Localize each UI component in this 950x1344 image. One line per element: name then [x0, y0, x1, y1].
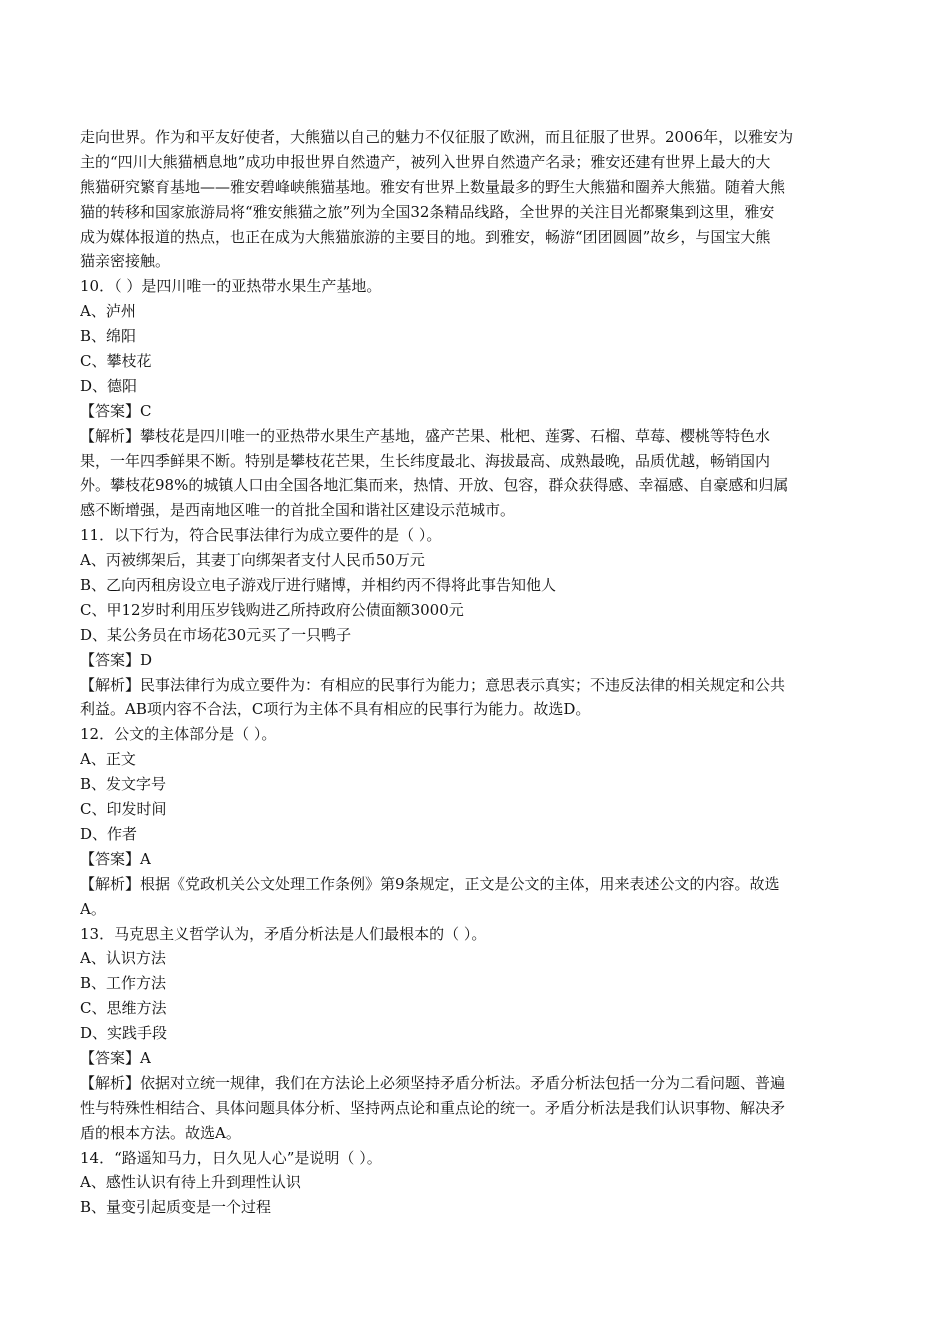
option-c: C、甲12岁时利用压岁钱购进乙所持政府公债面额3000元 [80, 600, 464, 619]
option-c: C、攀枝花 [80, 352, 152, 371]
option-a: A、丙被绑架后，其妻丁向绑架者支付人民币50万元 [80, 551, 425, 570]
option-d: D、德阳 [80, 376, 138, 395]
question-10: 10．（ ）是四川唯一的亚热带水果生产基地。 [80, 277, 382, 296]
text-line: 成为媒体报道的热点，也正在成为大熊猫旅游的主要目的地。到雅安，畅游“团团圆圆”故乡，与国宝大熊 [80, 227, 771, 246]
option-a: A、正文 [80, 750, 136, 769]
text-line: 主的“四川大熊猫栖息地”成功申报世界自然遗产，被列入世界自然遗产名录；雅安还建有世界上最大的大 [80, 152, 771, 171]
answer: 【答案】A [80, 849, 151, 868]
explanation-line: 外。攀枝花98%的城镇人口由全国各地汇集而来，热情、开放、包容，群众获得感、幸福感、自豪感和归属 [80, 476, 789, 495]
option-a: A、泸州 [80, 302, 136, 321]
text-line: 走向世界。作为和平友好使者，大熊猫以自己的魅力不仅征服了欧洲，而且征服了世界。2006年，以雅安为 [80, 128, 794, 146]
option-b: B、发文字号 [80, 775, 167, 794]
explanation-line: 【解析】民事法律行为成立要件为：有相应的民事行为能力；意思表示真实；不违反法律的相关规定和公共 [80, 675, 786, 694]
explanation-line: 【解析】根据《党政机关公文处理工作条例》第9条规定，正文是公文的主体，用来表述公文的内容。故选 [80, 874, 780, 893]
answer: 【答案】D [80, 650, 153, 669]
explanation-line: 利益。AB项内容不合法，C项行为主体不具有相应的民事行为能力。故选D。 [80, 700, 591, 719]
explanation-line: 感不断增强，是西南地区唯一的首批全国和谐社区建设示范城市。 [80, 501, 516, 520]
option-b: B、绵阳 [80, 327, 137, 346]
option-d: D、作者 [80, 824, 138, 843]
explanation-line: 【解析】攀枝花是四川唯一的亚热带水果生产基地，盛产芒果、枇杷、莲雾、石榴、草莓、樱桃等特色水 [80, 426, 771, 445]
explanation-line: 【解析】依据对立统一规律，我们在方法论上必须坚持矛盾分析法。矛盾分析法包括一分为二看问题、普遍 [80, 1073, 786, 1092]
option-b: B、量变引起质变是一个过程 [80, 1198, 272, 1217]
option-d: D、某公务员在市场花30元买了一只鸭子 [80, 625, 352, 644]
explanation-line: A。 [80, 899, 106, 918]
question-13: 13．马克思主义哲学认为，矛盾分析法是人们最根本的（ ）。 [80, 924, 487, 943]
answer: 【答案】A [80, 1048, 151, 1067]
option-c: C、思维方法 [80, 999, 167, 1018]
option-b: B、乙向丙租房设立电子游戏厅进行赌博，并相约丙不得将此事告知他人 [80, 576, 557, 595]
explanation-line: 性与特殊性相结合、具体问题具体分析、坚持两点论和重点论的统一。矛盾分析法是我们认识事物、解决矛 [80, 1098, 786, 1117]
text-line: 熊猫研究繁育基地——雅安碧峰峡熊猫基地。雅安有世界上数量最多的野生大熊猫和圈养大熊猫。随着大熊 [80, 177, 786, 196]
text-line: 猫的转移和国家旅游局将“雅安熊猫之旅”列为全国32条精品线路，全世界的关注目光都聚集到这里，雅安 [80, 202, 775, 221]
option-a: A、认识方法 [80, 949, 166, 968]
answer: 【答案】C [80, 401, 152, 420]
option-b: B、工作方法 [80, 974, 167, 993]
explanation-line: 果，一年四季鲜果不断。特别是攀枝花芒果，生长纬度最北、海拔最高、成熟最晚，品质优越，畅销国内 [80, 451, 771, 470]
option-a: A、感性认识有待上升到理性认识 [80, 1173, 301, 1192]
text-line: 猫亲密接触。 [80, 252, 171, 271]
explanation-line: 盾的根本方法。故选A。 [80, 1123, 241, 1142]
question-14: 14．“路遥知马力，日久见人心”是说明（ ）。 [80, 1148, 382, 1167]
question-11: 11．以下行为，符合民事法律行为成立要件的是（ ）。 [80, 526, 442, 545]
option-c: C、印发时间 [80, 800, 167, 819]
option-d: D、实践手段 [80, 1024, 168, 1043]
question-12: 12．公文的主体部分是（ ）。 [80, 725, 277, 744]
